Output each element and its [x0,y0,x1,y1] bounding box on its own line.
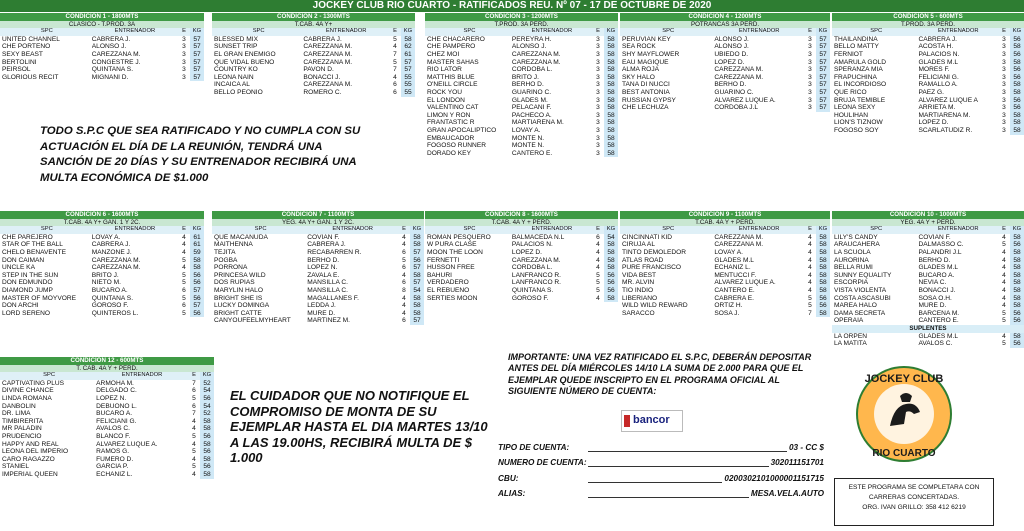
entry-row: QUE MACANUDA COVIAN F. 4 58 [212,234,424,242]
entry-row: LILY'S CANDY COVIAN F. 4 58 [832,234,1024,242]
entry-row: ATLAS ROAD GLADES M.L 4 58 [620,257,830,265]
column-headers: SPC ENTRENADOR E KG [832,28,1024,36]
entry-row: STEP IN THE SUN BRITO J. 5 56 [0,272,204,280]
entry-row: DAMA SECRETA BARCENA M. 5 56 [832,310,1024,318]
entry-row: GRAN APOCALIPTICO LOVAY A. 3 58 [425,127,618,135]
entry-row: HUSSON FREE CORDOBA L. 4 58 [425,264,618,272]
entry-row: ROMAN PESQUERO BALMACEDA N.L 6 54 [425,234,618,242]
condition-category: T.PROD. 3A PERD. [832,21,1024,29]
entry-row: RIO LATOR CORDOBA L. 3 58 [425,66,618,74]
entry-row: AURORINA BERHO D. 4 58 [832,257,1024,265]
condition-category: T.CAB. 4A Y+ [212,21,415,29]
entry-row: SUNSET TRIP CAREZZANA M. 4 62 [212,43,415,51]
account-row: TIPO DE CUENTA: 03 - CC $ [498,442,824,452]
entry-row: EL GRAN ENEMIGO CAREZZANA M. 7 61 [212,51,415,59]
column-headers: SPC ENTRENADOR E KG [0,372,214,380]
column-headers: SPC ENTRENADOR E KG [832,226,1024,234]
entry-row: LEONA DEL IMPERIO RAMOS G. 5 56 [0,448,214,456]
entry-row: O'NEILL CIRCLE BERHO D. 3 58 [425,81,618,89]
condition-block [425,13,618,157]
entry-row: PEIRSOL QUINTANA S. 3 57 [0,66,204,74]
entry-row: AMARULA GOLD GLADES M.L 3 58 [832,59,1024,67]
condition-header: CONDICION 2 - 1300MTS [212,13,415,21]
entry-row: VERDADERO LANFRANCO R. 5 56 [425,279,618,287]
entry-row: TANA DI NUCCI BERHO D. 3 57 [620,81,830,89]
mount-notice: EL CUIDADOR QUE NO NOTIFIQUE EL COMPROMISO DE MONTA DE SU EJEMPLAR HASTA EL DIA MARTES 13/10 A LAS 19.00HS, RECIBIRÁ MULTA DE $ 1.000 [230,388,488,465]
footer-box: ESTE PROGRAMA SE COMPLETARA CON CARRERAS CONCERTADAS. ORG. IVAN GRILLO: 358 412 6219 [834,478,994,526]
condition-category: T.PROD. 3A PERD. [425,21,618,29]
entry-row: GLORIOUS RECIT MIGNANI D. 3 57 [0,74,204,82]
entry-row: BRIGHT CATTE MURE D. 4 58 [212,310,424,318]
entry-row: HAPPY AND REAL ALVAREZ LUQUE A. 4 58 [0,441,214,449]
entry-row: CINCINNATI KID CAREZZANA M. 4 58 [620,234,830,242]
entry-row: MASTER OF MOYVORE QUINTANA S. 5 56 [0,295,204,303]
entry-row: PORRONA LOPEZ N. 6 57 [212,264,424,272]
entry-row: EL REBUENO QUINTANA S. 5 56 [425,287,618,295]
condition-category: CLASICO - T.PROD. 3A [0,21,204,29]
entry-row: CHE PORTEÑO ALONSO J. 3 57 [0,43,204,51]
entry-row: CARO RAGAZZO FUMERO D. 4 58 [0,456,214,464]
condition-block [212,13,415,97]
entry-row: SKY HALO CAREZZANA M. 3 57 [620,74,830,82]
entry-row: MAREA HALO MURE D. 4 58 [832,302,1024,310]
entry-row: CHE PAMPERO ALONSO J. 3 58 [425,43,618,51]
entry-row: SARACCO SOSA J. 7 58 [620,310,830,318]
condition-block [832,211,1024,348]
condition-block [212,211,424,325]
column-headers: SPC ENTRENADOR E KG [425,226,618,234]
entry-row: DIAMOND JUMP BUCARO A. 6 57 [0,287,204,295]
entry-row: BELLA RUMI GLADES M.L 4 58 [832,264,1024,272]
entry-row: MR. ALVIN ALVAREZ LUQUE A. 4 58 [620,279,830,287]
condition-category: YEG. 4A Y+ GAN. 1 Y 2C. [212,219,424,227]
suplentes-label: SUPLENTES [832,325,1024,333]
bancor-icon [624,415,630,427]
condition-category: POTRANCAS 3A PERD. [620,21,830,29]
entry-row: EAU MAGIQUE LOPEZ D. 3 57 [620,59,830,67]
entry-row: BELLO MATTY ACOSTA H. 3 58 [832,43,1024,51]
entry-row: COUNTRY KO PAVON D. 7 57 [212,66,415,74]
entry-row: BERTOLINI CONGESTRE J. 3 57 [0,59,204,67]
entry-row: LEONA NAIN BONACCI J. 4 55 [212,74,415,82]
account-row: NUMERO DE CUENTA: 302011151701 [498,458,824,467]
account-row: ALIAS: MESA.VELA.AUTO [498,489,824,498]
condition-header: CONDICION 3 - 1200MTS [425,13,618,21]
entry-row: TIMBIRERITA FELICIANI G. 4 58 [0,418,214,426]
important-notice: IMPORTANTE: UNA VEZ RATIFICADO EL S.P.C, DEBERÁN DEPOSITAR ANTES DEL DÍA MIÉRCOLES 14/10 LA SUMA DE 2.000 PARA QUE EL EJEMPLAR QUEDE INSCRIPTO EN EL PROGRAMA OFICIAL AL SIGUIENTE NÚMERO DE CUENTA: [508,352,812,397]
entry-row: MOON THE LOON LOPEZ D. 4 58 [425,249,618,257]
entry-row: SEXY BEAST CAREZZANA M. 3 57 [0,51,204,59]
entry-row: MR PALADIN AVALOS C. 4 58 [0,425,214,433]
entry-row: FERNIOT PALACIOS N. 3 56 [832,51,1024,59]
substitute-row: LA MATITA AVALOS C. 5 56 [832,340,1024,348]
entry-row: EL LONDON GLADES M. 3 58 [425,97,618,105]
entry-row: TINTO DEMOLEDOR LOVAY A. 4 58 [620,249,830,257]
entry-row: VALENTINO CAT PELACANI F. 3 58 [425,104,618,112]
entry-row: LORD SERENO QUINTEROS L. 5 56 [0,310,204,318]
entry-row: BRUJA TEMIBLE ALVAREZ LUQUE A 3 56 [832,97,1024,105]
entry-row: MARYLIN HALO MANSILLA C. 8 54 [212,287,424,295]
condition-category: T.CAB. 4A Y + PERD. [620,219,830,227]
condition-category: T. CAB. 4A Y + PERD. [0,365,214,373]
entry-row: LINDA ROMANA LOPEZ N. 5 56 [0,395,214,403]
entry-row: CHEZ MOI CAREZZANA M. 3 58 [425,51,618,59]
column-headers: SPC ENTRENADOR E KG [620,226,830,234]
entry-row: BRIGHT SHE IS MAGALLANES F. 4 58 [212,295,424,303]
entry-row: RUSSIAN GYPSY ALVAREZ LUQUE A. 3 57 [620,97,830,105]
entry-row: FERNETTI CAREZZANA M. 4 58 [425,257,618,265]
entry-row: QUE RICO PAEZ G. 3 58 [832,89,1024,97]
entry-row: MATTHIS BLUE BRITO J. 3 58 [425,74,618,82]
bancor-name: bancor [633,414,670,426]
entry-row: DANBOLIN DEBUONO L. 6 54 [0,403,214,411]
entry-row: PRINCESA WILD ZAVALA E. 4 58 [212,272,424,280]
entry-row: STAR OF THE BALL CABRERA J. 4 61 [0,241,204,249]
entry-row: QUE VIDAL BUENO CAREZZANA M. 5 57 [212,59,415,67]
condition-category: T.CAB. 4A Y + PERD. [425,219,618,227]
entry-row: HOULIHAN MARTIARENA M. 3 58 [832,112,1024,120]
entry-row: TEJITA RECABARREN R. 6 57 [212,249,424,257]
entry-row: UNCLE KA CAREZZANA M. 4 58 [0,264,204,272]
entry-row: BEST ANTONIA GUARINO C. 3 57 [620,89,830,97]
condition-category: T.CAB. 4A Y+ GAN. 1 Y 2C. [0,219,204,227]
entry-row: STANIEL GARCIA P. 5 56 [0,463,214,471]
entry-row: CHELO BENAVENTE MANZONE J. 4 59 [0,249,204,257]
entry-row: ALMA ROJA CAREZZANA M. 3 57 [620,66,830,74]
entry-row: FOGOSO RUNNER MONTE N. 3 58 [425,142,618,150]
condition-header: CONDICION 5 - 600MTS [832,13,1024,21]
entry-row: FOGOSO SOY SCARLATUDIZ R. 3 58 [832,127,1024,135]
entry-row: SUNNY EQUALITY BUCARO A. 4 58 [832,272,1024,280]
entry-row: MAITHENNA CABRERA J. 4 58 [212,241,424,249]
jockey-club-seal [854,362,954,466]
account-details [498,436,824,498]
entry-row: DIVINE CHANCE DELGADO C. 6 54 [0,387,214,395]
column-headers: SPC ENTRENADOR E KG [212,226,424,234]
entry-row: ROCK YOU GUARINO C. 3 58 [425,89,618,97]
substitute-row: LA ORPEN GLADES M.L 4 58 [832,333,1024,341]
bancor-logo [621,410,683,432]
entry-row: LUCKY DOMINGA LEDDA J. 4 58 [212,302,424,310]
entry-row: DON CAIMAN CAREZZANA M. 5 58 [0,257,204,265]
entry-row: TIO INDIO CANTERO E. 4 58 [620,287,830,295]
entry-row: OPERAIA CANTERO E. 5 56 [832,317,1024,325]
column-headers: SPC ENTRENADOR E KG [212,28,415,36]
entry-row: VISTA VIOLENTA BONACCI J. 4 58 [832,287,1024,295]
entry-row: LIMON Y RON PACHECO A. 3 58 [425,112,618,120]
condition-block [0,13,204,81]
entry-row: CHE CHACARERO PEREYRA H. 3 58 [425,36,618,44]
column-headers: SPC ENTRENADOR E KG [0,226,204,234]
condition-block [620,211,830,317]
entry-row: DOS RUPIAS MANSILLA C. 6 57 [212,279,424,287]
condition-block [425,211,618,302]
entry-row: WILD WILD REWARD ORTIZ H. 5 56 [620,302,830,310]
condition-block [0,357,214,479]
entry-row: BLESSED MIX CABRERA J. 5 58 [212,36,415,44]
condition-header: CONDICION 6 - 1600MTS [0,211,204,219]
condition-header: CONDICION 10 - 1000MTS [832,211,1024,219]
entry-row: CIRUJA AL CAREZZANA M. 4 58 [620,241,830,249]
entry-row: POGBA BERHO D. 5 56 [212,257,424,265]
entry-row: COSTA ASCASUBI SOSA O.H. 4 58 [832,295,1024,303]
condition-block [0,211,204,317]
condition-header: CONDICION 4 - 1200MTS [620,13,830,21]
condition-header: CONDICION 12 - 600MTS [0,357,214,365]
condition-header: CONDICION 7 - 1100MTS [212,211,424,219]
entry-row: IMPERIAL QUEEN ECHANIZ L. 4 58 [0,471,214,479]
entry-row: DON EDMUNDO NIETO M. 5 56 [0,279,204,287]
column-headers: SPC ENTRENADOR E KG [425,28,618,36]
entry-row: DON ARCHI GOROSO F. 6 57 [0,302,204,310]
entry-row: CHE LECHUZA CORDOBA J.L 3 57 [620,104,830,112]
entry-row: INCAICA AL CAREZZANA M. 6 55 [212,81,415,89]
page-title: JOCKEY CLUB RIO CUARTO - RATIFICADOS REU. Nº 07 - 17 DE OCTUBRE DE 2020 [0,0,1024,12]
entry-row: LA SCUOLA PALANDRI J.L 4 58 [832,249,1024,257]
condition-header: CONDICION 1 - 1800MTS [0,13,204,21]
entry-row: PURE FRANCISCO ECHANIZ L. 4 58 [620,264,830,272]
condition-block [620,13,830,112]
entry-row: SPERANZA MIA MORES F. 3 56 [832,66,1024,74]
svg-text:JOCKEY CLUB: JOCKEY CLUB [864,373,944,385]
entry-row: SHY MAYFLOWER UBIEDO D. 3 57 [620,51,830,59]
entry-row: PERUVIAN KEY ALONSO J. 3 57 [620,36,830,44]
entry-row: LIBERIANO CABRERA E. 5 56 [620,295,830,303]
entry-row: FRAPUCHINA FELICIANI G. 3 56 [832,74,1024,82]
column-headers: SPC ENTRENADOR E KG [0,28,204,36]
condition-category: YEG. 4A Y + PERD. [832,219,1024,227]
entry-row: LEONA SEXY ARRIETA M. 3 56 [832,104,1024,112]
entry-row: CAPTIVATING PLUS ARMOHA M. 7 52 [0,380,214,388]
condition-header: CONDICION 9 - 1100MTS [620,211,830,219]
entry-row: FRANTASTIC R MARTIARENA M. 3 58 [425,119,618,127]
entry-row: SERTIES MOON GOROSO F. 4 58 [425,295,618,303]
entry-row: EL INCORDIOSO RAMALLO A. 3 58 [832,81,1024,89]
entry-row: EMBAUCADOR MONTE N. 3 58 [425,135,618,143]
entry-row: DORADO KEY CANTERO E. 3 58 [425,150,618,158]
sanction-notice: TODO S.P.C QUE SEA RATIFICADO Y NO CUMPLA CON SU ACTUACIÓN EL DÍA DE LA REUNIÓN, TENDRÁ UNA SANCIÓN DE 20 DÍAS Y SU ENTRENADOR RECIBIRÁ UNA MULTA ECONÓMICA DE $1.000 [40,125,361,184]
condition-header: CONDICION 8 - 1600MTS [425,211,618,219]
entry-row: SEA ROCK ALONSO J. 3 57 [620,43,830,51]
column-headers: SPC ENTRENADOR E KG [620,28,830,36]
svg-text:RIO CUARTO: RIO CUARTO [872,448,936,459]
condition-block [832,13,1024,135]
entry-row: THAILANDINA CABRERA J. 3 56 [832,36,1024,44]
entry-row: ESCORPIA NEVIA C. 4 58 [832,279,1024,287]
entry-row: UNITED CHANNEL CABRERA J. 3 57 [0,36,204,44]
entry-row: ARAUCAHERA DALMASSO C. 5 56 [832,241,1024,249]
entry-row: VIDA BEST MENTUCCI F. 4 58 [620,272,830,280]
entry-row: MASTER SAHAS CAREZZANA M. 3 58 [425,59,618,67]
entry-row: W PURA CLASE PALACIOS N. 4 58 [425,241,618,249]
entry-row: CHE PAREJERO LOVAY A. 4 61 [0,234,204,242]
entry-row: PRUDENCIO BLANCO F. 5 56 [0,433,214,441]
entry-row: BAHURI LANFRANCO R. 5 56 [425,272,618,280]
entry-row: DR. LIMA BUCARO A. 7 52 [0,410,214,418]
account-row: CBU: 0200302101000001151715 [498,473,824,483]
entry-row: LION'S TIZNOW LOPEZ D. 3 58 [832,119,1024,127]
entry-row: BELLO PEONIO ROMERO C. 6 55 [212,89,415,97]
entry-row: CANYOUFEELMYHEART MARTINEZ M. 6 57 [212,317,424,325]
